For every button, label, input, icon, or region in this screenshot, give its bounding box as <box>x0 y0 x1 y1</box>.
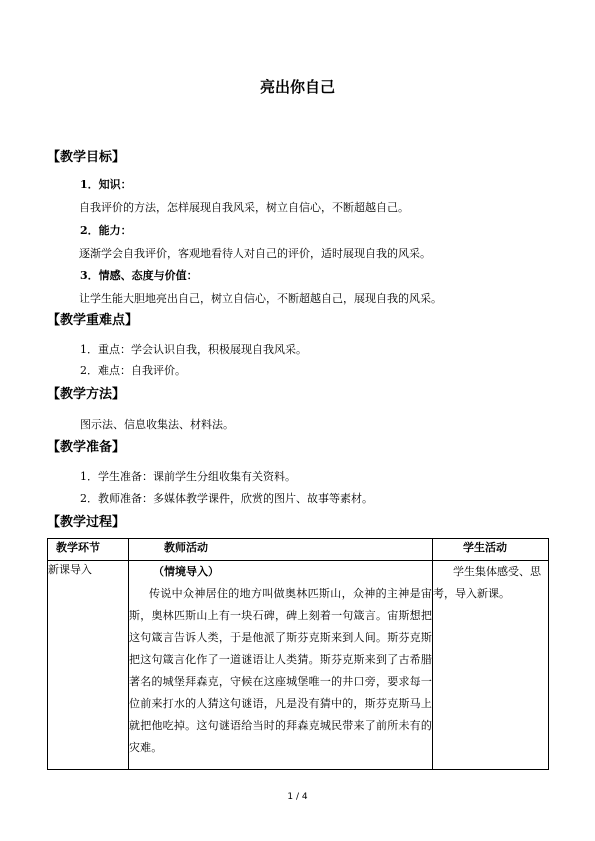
key-point-1: 1．重点：学会认识自我，积极展现自我风采。 <box>80 343 307 356</box>
teacher-text: 传说中众神居住的地方叫做奥林匹斯山，众神的主神是宙斯，奥林匹斯山上有一块石碑，碑上刻着一句箴言。宙斯想把这句箴言告诉人类，于是他派了斯芬克斯来到人间。斯芬克斯把这句箴言化作了一道谜语让人类猜。斯芬克斯来到了古希腊著名的城堡拜森克，守候在这座城堡唯一的井口旁，要求每一位前来打水的人猜这句谜语，凡是没有猜中的，斯芬克斯马上就把他吃掉。这句谜语给当时的拜森克城民带来了前所未有的灾难。 <box>129 587 432 754</box>
section-heading-key-points: 【教学重难点】 <box>47 313 139 328</box>
preparation-1: 1．学生准备：课前学生分组收集有关资料。 <box>80 470 296 483</box>
page-title: 亮出你自己 <box>259 78 335 96</box>
preparation-2: 2．教师准备：多媒体教学课件，欣赏的图片、故事等素材。 <box>80 492 373 505</box>
cell-student: 学生集体感受、思考，导入新课。 <box>433 561 549 770</box>
key-point-2: 2．难点：自我评价。 <box>80 364 186 377</box>
header-stage: 教学环节 <box>48 539 129 561</box>
teacher-subhead: （情境导入） <box>153 565 219 578</box>
page-number: 1 / 4 <box>287 792 308 802</box>
header-student: 学生活动 <box>433 539 549 561</box>
goal-knowledge-label: 1．知识： <box>80 178 132 191</box>
section-heading-preparation: 【教学准备】 <box>47 440 126 455</box>
table-row <box>48 561 549 770</box>
section-heading-methods: 【教学方法】 <box>47 387 126 402</box>
goal-knowledge-text: 自我评价的方法，怎样展现自我风采，树立自信心，不断超越自己。 <box>79 201 409 214</box>
goal-emotion-text: 让学生能大胆地亮出自己，树立自信心，不断超越自己，展现自我的风采。 <box>79 292 442 305</box>
process-table <box>47 538 549 770</box>
section-heading-goals: 【教学目标】 <box>47 150 126 165</box>
header-teacher: 教师活动 <box>129 539 433 561</box>
goal-ability-text: 逐渐学会自我评价，客观地看待人对自己的评价，适时展现自我的风采。 <box>79 247 431 260</box>
cell-teacher <box>129 561 433 770</box>
section-heading-process: 【教学过程】 <box>47 515 126 530</box>
cell-stage: 新课导入 <box>48 561 129 770</box>
goal-emotion-label: 3．情感、态度与价值： <box>80 269 198 282</box>
goal-ability-label: 2．能力： <box>80 224 132 237</box>
methods-text: 图示法、信息收集法、材料法。 <box>80 418 234 431</box>
table-header-row <box>48 539 549 561</box>
